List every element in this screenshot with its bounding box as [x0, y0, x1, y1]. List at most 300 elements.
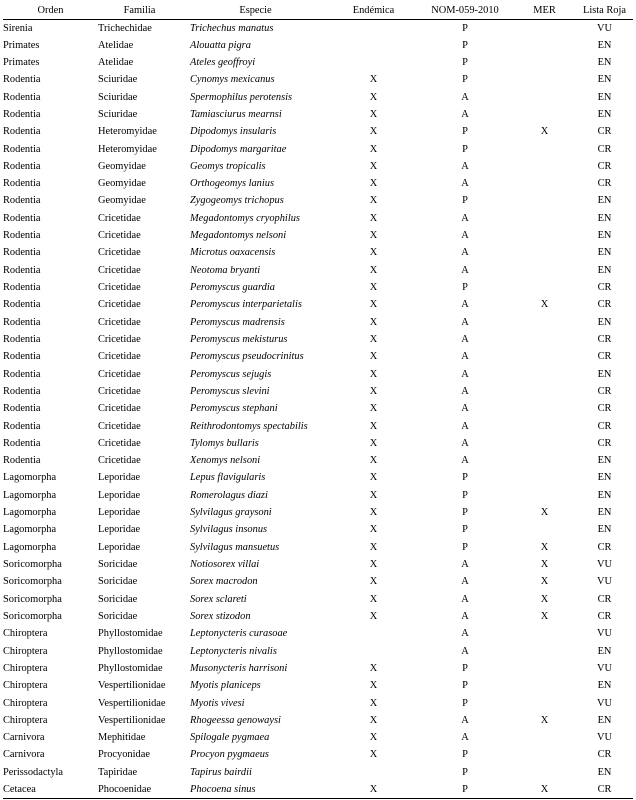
cell-endemica: X [369, 282, 378, 294]
cell-orden: Primates [3, 56, 40, 68]
table-row [3, 331, 633, 348]
cell-endemica: X [369, 541, 378, 553]
cell-familia: Geomyidae [98, 195, 146, 207]
cell-lista-roja: CR [597, 351, 612, 363]
cell-mer [513, 158, 576, 175]
cell-lista-roja: CR [597, 143, 612, 155]
cell-mer [513, 660, 576, 677]
cell-endemica: X [369, 333, 378, 345]
cell-familia: Geomyidae [98, 160, 146, 172]
cell-endemica: X [369, 351, 378, 363]
cell-familia: Phyllostomidae [98, 662, 163, 674]
cell-endemica: X [369, 420, 378, 432]
cell-lista-roja: CR [576, 781, 633, 799]
cell-mer [513, 642, 576, 659]
cell-familia: Sciuridae [98, 91, 138, 103]
cell-lista-roja: EN [597, 766, 612, 778]
cell-orden: Primates [3, 39, 40, 51]
table-row [3, 729, 633, 746]
cell-mer: X [540, 559, 549, 571]
cell-especie: Peromyscus guardia [190, 282, 275, 294]
cell-orden: Cetacea [3, 781, 98, 799]
cell-familia: Leporidae [98, 507, 141, 519]
cell-especie: Trichechus manatus [190, 22, 274, 34]
cell-lista-roja: VU [596, 697, 612, 709]
cell-lista-roja: CR [597, 593, 612, 605]
cell-mer [513, 400, 576, 417]
cell-especie: Sylvilagus graysoni [190, 507, 272, 519]
cell-familia: Leporidae [98, 472, 141, 484]
cell-endemica [330, 625, 417, 642]
cell-nom: A [461, 732, 469, 744]
table-row [3, 314, 633, 331]
cell-endemica: X [369, 195, 378, 207]
table-row [3, 452, 633, 469]
table-row [3, 591, 633, 608]
cell-nom: A [461, 264, 469, 276]
cell-lista-roja: EN [597, 714, 612, 726]
cell-especie: Neotoma bryanti [190, 264, 261, 276]
table-row [3, 781, 633, 799]
table-row [3, 365, 633, 382]
cell-mer [513, 625, 576, 642]
cell-orden: Rodentia [3, 143, 41, 155]
cell-familia: Cricetidae [98, 230, 141, 242]
cell-nom: A [461, 108, 469, 120]
cell-orden: Rodentia [3, 230, 41, 242]
cell-orden: Rodentia [3, 385, 41, 397]
cell-especie: Peromyscus pseudocrinitus [190, 351, 304, 363]
cell-especie: Dipodomys margaritae [190, 143, 287, 155]
cell-familia: Atelidae [98, 56, 134, 68]
cell-lista-roja: CR [597, 126, 612, 138]
cell-familia: Cricetidae [98, 247, 141, 259]
cell-especie: Myotis planiceps [190, 680, 261, 692]
cell-orden: Rodentia [3, 368, 41, 380]
cell-lista-roja: EN [597, 680, 612, 692]
cell-mer [513, 469, 576, 486]
cell-nom: P [462, 282, 468, 294]
cell-mer [513, 54, 576, 71]
cell-endemica: X [369, 576, 378, 588]
cell-familia: Sciuridae [98, 108, 138, 120]
cell-nom: P [462, 697, 468, 709]
cell-mer: X [540, 576, 549, 588]
cell-mer [513, 677, 576, 694]
cell-familia: Phyllostomidae [98, 628, 163, 640]
table-row [3, 712, 633, 729]
cell-familia: Cricetidae [98, 455, 141, 467]
cell-familia: Heteromyidae [98, 143, 157, 155]
cell-lista-roja: EN [597, 507, 612, 519]
cell-especie: Spermophilus perotensis [190, 91, 293, 103]
cell-lista-roja: EN [597, 455, 612, 467]
cell-mer [513, 729, 576, 746]
cell-mer [513, 106, 576, 123]
table-row [3, 158, 633, 175]
cell-lista-roja: EN [597, 368, 612, 380]
table-row [3, 487, 633, 504]
table-header [3, 2, 633, 19]
cell-lista-roja: VU [596, 559, 612, 571]
cell-familia: Geomyidae [98, 178, 146, 190]
cell-endemica: X [369, 455, 378, 467]
cell-nom: P [462, 39, 468, 51]
cell-nom: P [462, 662, 468, 674]
cell-especie: Alouatta pigra [190, 39, 251, 51]
cell-especie: Procyon pygmaeus [190, 749, 269, 761]
cell-especie: Zygogeomys trichopus [190, 195, 284, 207]
cell-endemica: X [369, 299, 378, 311]
cell-endemica: X [369, 230, 378, 242]
cell-familia: Cricetidae [98, 420, 141, 432]
cell-especie: Spilogale pygmaea [190, 732, 270, 744]
cell-endemica: X [369, 403, 378, 415]
cell-especie: Reithrodontomys spectabilis [190, 420, 308, 432]
table-row [3, 227, 633, 244]
cell-orden: Lagomorpha [3, 524, 57, 536]
cell-endemica: X [369, 126, 378, 138]
cell-nom: A [461, 714, 469, 726]
cell-orden: Rodentia [3, 437, 41, 449]
table-row [3, 262, 633, 279]
cell-nom: A [461, 333, 469, 345]
cell-lista-roja: EN [597, 645, 612, 657]
cell-especie: Xenomys nelsoni [190, 455, 261, 467]
table-row [3, 19, 633, 37]
cell-nom: P [462, 126, 468, 138]
cell-endemica: X [369, 472, 378, 484]
header-nom: NOM-059-2010 [417, 2, 513, 19]
cell-mer [513, 88, 576, 105]
cell-especie: Peromyscus interparietalis [190, 299, 302, 311]
cell-familia: Cricetidae [98, 351, 141, 363]
cell-endemica: X [369, 437, 378, 449]
cell-orden: Rodentia [3, 403, 41, 415]
cell-especie: Tapirus bairdii [190, 766, 252, 778]
cell-nom: A [461, 645, 469, 657]
cell-especie: Notiosorex villai [190, 559, 260, 571]
cell-familia: Cricetidae [98, 212, 141, 224]
table-row [3, 746, 633, 763]
cell-especie: Sorex sclareti [190, 593, 247, 605]
table-row [3, 296, 633, 313]
cell-especie: Rhogeessa genowaysi [190, 714, 281, 726]
header-familia: Familia [98, 2, 181, 19]
cell-nom: A [461, 403, 469, 415]
cell-mer [513, 746, 576, 763]
cell-nom: P [417, 781, 513, 799]
cell-lista-roja: CR [597, 420, 612, 432]
cell-lista-roja: CR [597, 178, 612, 190]
cell-especie: Sylvilagus insonus [190, 524, 268, 536]
cell-familia: Mephitidae [98, 732, 146, 744]
table-row [3, 71, 633, 88]
cell-endemica: X [369, 385, 378, 397]
cell-familia: Cricetidae [98, 299, 141, 311]
cell-endemica: X [369, 489, 378, 501]
cell-mer [513, 37, 576, 54]
cell-especie: Romerolagus diazi [190, 489, 268, 501]
cell-endemica: X [369, 749, 378, 761]
cell-endemica [330, 19, 417, 37]
cell-endemica: X [369, 714, 378, 726]
table-row [3, 573, 633, 590]
cell-mer [513, 417, 576, 434]
cell-lista-roja: VU [596, 732, 612, 744]
cell-mer [513, 694, 576, 711]
cell-mer [513, 365, 576, 382]
cell-lista-roja: VU [596, 628, 612, 640]
cell-lista-roja: CR [597, 160, 612, 172]
cell-mer [513, 314, 576, 331]
table-row [3, 244, 633, 261]
cell-nom: A [461, 628, 469, 640]
cell-orden: Rodentia [3, 126, 41, 138]
cell-orden: Perissodactyla [3, 766, 64, 778]
cell-nom: P [462, 489, 468, 501]
cell-endemica: X [369, 732, 378, 744]
cell-especie: Ateles geoffroyi [190, 56, 256, 68]
table-row [3, 37, 633, 54]
cell-orden: Sirenia [3, 22, 33, 34]
cell-especie: Lepus flavigularis [190, 472, 266, 484]
cell-mer: X [513, 781, 576, 799]
cell-nom: A [461, 559, 469, 571]
cell-especie: Dipodomys insularis [190, 126, 277, 138]
cell-endemica [330, 54, 417, 71]
cell-mer: X [540, 714, 549, 726]
cell-mer: X [540, 593, 549, 605]
table-row [3, 400, 633, 417]
cell-mer [513, 452, 576, 469]
cell-mer: X [540, 541, 549, 553]
cell-especie: Tamiasciurus mearnsi [190, 108, 282, 120]
cell-orden: Chiroptera [3, 697, 48, 709]
cell-orden: Rodentia [3, 264, 41, 276]
cell-endemica: X [369, 524, 378, 536]
cell-orden: Lagomorpha [3, 472, 57, 484]
cell-orden: Lagomorpha [3, 489, 57, 501]
cell-orden: Lagomorpha [3, 507, 57, 519]
cell-nom: A [461, 420, 469, 432]
cell-mer: X [540, 507, 549, 519]
cell-lista-roja: EN [597, 524, 612, 536]
cell-lista-roja: EN [597, 230, 612, 242]
cell-nom: A [461, 212, 469, 224]
cell-orden: Soricomorpha [3, 610, 62, 622]
cell-mer: X [540, 299, 549, 311]
table-row [3, 192, 633, 209]
cell-familia: Soricidae [98, 593, 138, 605]
cell-nom: P [462, 749, 468, 761]
table-row [3, 106, 633, 123]
cell-nom: P [462, 195, 468, 207]
cell-orden: Rodentia [3, 195, 41, 207]
cell-lista-roja: CR [597, 403, 612, 415]
cell-nom: A [461, 160, 469, 172]
cell-especie: Leptonycteris nivalis [190, 645, 277, 657]
cell-endemica: X [369, 247, 378, 259]
species-table [3, 2, 633, 799]
cell-mer [513, 210, 576, 227]
cell-nom: A [461, 299, 469, 311]
cell-endemica [330, 37, 417, 54]
cell-orden: Rodentia [3, 282, 41, 294]
cell-nom: A [461, 610, 469, 622]
cell-especie: Sorex macrodon [190, 576, 258, 588]
table-row [3, 764, 633, 781]
cell-orden: Chiroptera [3, 662, 48, 674]
table-row [3, 123, 633, 140]
table-row [3, 140, 633, 157]
table-row [3, 504, 633, 521]
cell-orden: Rodentia [3, 333, 41, 345]
cell-mer [513, 262, 576, 279]
cell-especie: Leptonycteris curasoae [190, 628, 288, 640]
cell-familia: Soricidae [98, 576, 138, 588]
cell-familia: Sciuridae [98, 74, 138, 86]
cell-especie: Myotis vivesi [190, 697, 245, 709]
cell-mer [513, 192, 576, 209]
cell-nom: P [462, 56, 468, 68]
header-orden: Orden [3, 2, 98, 19]
cell-especie: Musonycteris harrisoni [190, 662, 288, 674]
cell-endemica: X [369, 212, 378, 224]
cell-lista-roja: CR [597, 437, 612, 449]
cell-endemica: X [369, 178, 378, 190]
table-row [3, 210, 633, 227]
cell-mer [513, 348, 576, 365]
cell-lista-roja: VU [596, 662, 612, 674]
cell-endemica: X [369, 507, 378, 519]
table-row [3, 642, 633, 659]
cell-endemica: X [369, 108, 378, 120]
header-especie: Especie [181, 2, 330, 19]
cell-familia: Soricidae [98, 610, 138, 622]
cell-familia: Heteromyidae [98, 126, 157, 138]
cell-endemica: X [369, 559, 378, 571]
cell-orden: Rodentia [3, 212, 41, 224]
cell-mer: X [540, 126, 549, 138]
cell-lista-roja: VU [596, 576, 612, 588]
cell-endemica: X [369, 368, 378, 380]
cell-nom: P [462, 524, 468, 536]
cell-lista-roja: EN [597, 91, 612, 103]
cell-lista-roja: CR [597, 299, 612, 311]
cell-especie: Phocoena sinus [181, 781, 330, 799]
header-row [3, 2, 633, 19]
cell-familia: Leporidae [98, 524, 141, 536]
cell-orden: Rodentia [3, 351, 41, 363]
cell-mer [513, 71, 576, 88]
cell-nom: P [462, 541, 468, 553]
cell-especie: Cynomys mexicanus [190, 74, 275, 86]
cell-orden: Soricomorpha [3, 576, 62, 588]
cell-lista-roja: VU [596, 22, 612, 34]
cell-familia: Cricetidae [98, 403, 141, 415]
cell-nom: A [461, 455, 469, 467]
cell-nom: P [462, 472, 468, 484]
cell-lista-roja: EN [597, 316, 612, 328]
cell-endemica: X [369, 610, 378, 622]
cell-lista-roja: EN [597, 247, 612, 259]
cell-endemica: X [369, 593, 378, 605]
table-body [3, 19, 633, 798]
cell-endemica: X [369, 264, 378, 276]
cell-nom: A [461, 178, 469, 190]
table-row [3, 660, 633, 677]
cell-nom: A [461, 593, 469, 605]
cell-nom: P [462, 766, 468, 778]
table-row [3, 279, 633, 296]
cell-endemica: X [369, 91, 378, 103]
cell-mer [513, 764, 576, 781]
cell-orden: Soricomorpha [3, 593, 62, 605]
cell-lista-roja: EN [597, 108, 612, 120]
cell-familia: Cricetidae [98, 333, 141, 345]
cell-familia: Cricetidae [98, 282, 141, 294]
cell-lista-roja: EN [597, 195, 612, 207]
cell-endemica [330, 764, 417, 781]
cell-especie: Sorex stizodon [190, 610, 251, 622]
cell-orden: Chiroptera [3, 680, 48, 692]
cell-endemica: X [369, 143, 378, 155]
cell-lista-roja: CR [597, 282, 612, 294]
cell-nom: P [462, 22, 468, 34]
cell-nom: A [461, 351, 469, 363]
table-row [3, 348, 633, 365]
cell-mer [513, 279, 576, 296]
cell-familia: Cricetidae [98, 316, 141, 328]
cell-familia: Vespertilionidae [98, 714, 166, 726]
cell-especie: Megadontomys nelsoni [190, 230, 287, 242]
cell-orden: Rodentia [3, 316, 41, 328]
cell-endemica: X [369, 74, 378, 86]
cell-familia: Phocoenidae [98, 781, 181, 799]
cell-lista-roja: CR [597, 610, 612, 622]
cell-especie: Peromyscus madrensis [190, 316, 285, 328]
cell-endemica: X [369, 662, 378, 674]
cell-orden: Rodentia [3, 91, 41, 103]
cell-orden: Rodentia [3, 299, 41, 311]
table-row [3, 383, 633, 400]
cell-lista-roja: EN [597, 212, 612, 224]
cell-lista-roja: EN [597, 472, 612, 484]
cell-familia: Cricetidae [98, 368, 141, 380]
cell-nom: A [461, 247, 469, 259]
cell-mer [513, 19, 576, 37]
table-row [3, 677, 633, 694]
cell-familia: Vespertilionidae [98, 680, 166, 692]
cell-mer [513, 521, 576, 538]
cell-familia: Tapiridae [98, 766, 138, 778]
cell-orden: Rodentia [3, 178, 41, 190]
cell-endemica: X [369, 697, 378, 709]
cell-nom: A [461, 316, 469, 328]
table-row [3, 694, 633, 711]
table-row [3, 435, 633, 452]
cell-especie: Peromyscus mekisturus [190, 333, 288, 345]
cell-orden: Carnivora [3, 732, 45, 744]
cell-nom: P [462, 74, 468, 86]
cell-orden: Soricomorpha [3, 559, 62, 571]
cell-familia: Trichechidae [98, 22, 152, 34]
cell-orden: Chiroptera [3, 714, 48, 726]
cell-mer [513, 140, 576, 157]
cell-orden: Rodentia [3, 74, 41, 86]
cell-lista-roja: EN [597, 264, 612, 276]
